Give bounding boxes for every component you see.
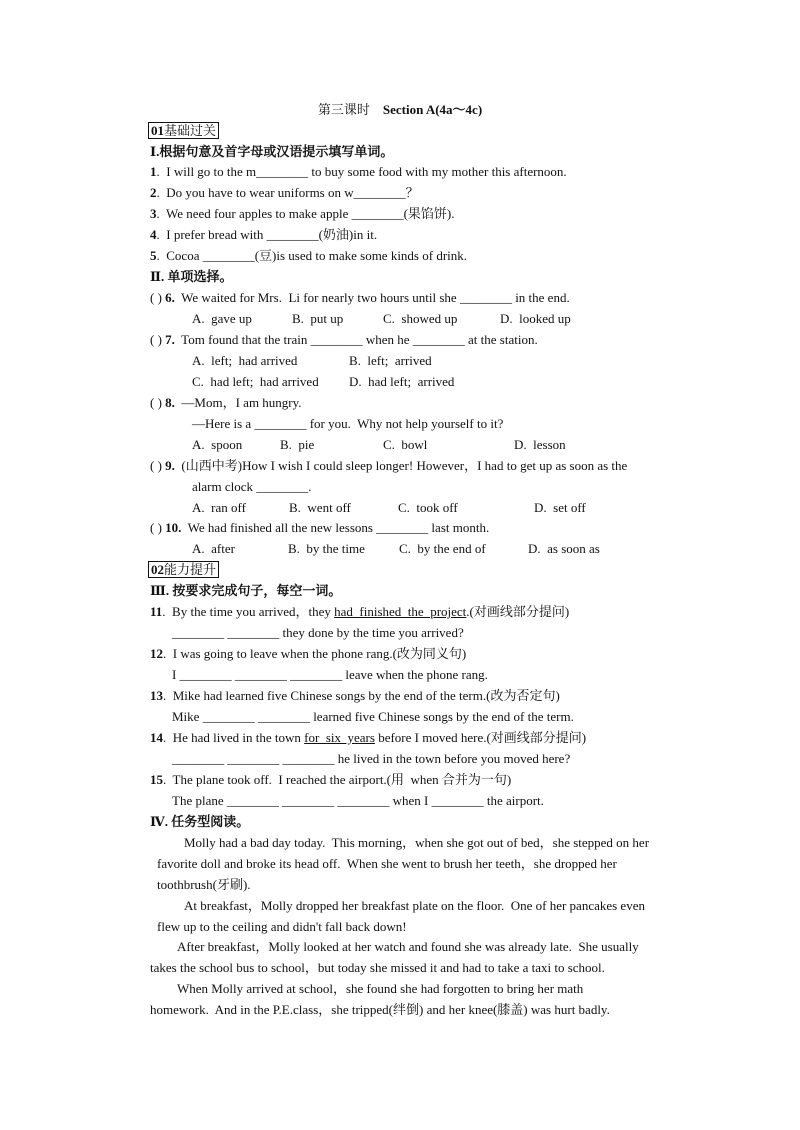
q-text: . The plane took off. I reached the airport.(用 when 合并为一句) — [163, 772, 512, 787]
section-num: 01 — [151, 123, 164, 138]
q-num: 12 — [150, 646, 163, 661]
option-b: B. went off — [289, 500, 351, 515]
option-b: B. left; arrived — [349, 353, 432, 368]
q-text: . I was going to leave when the phone rang.(改为同义句) — [163, 646, 467, 661]
passage-line: favorite doll and broke its head off. When she went to brush her teeth，she dropped her — [157, 856, 617, 871]
passage-line: takes the school bus to school，but today she missed it and had to take a taxi to school. — [150, 960, 605, 975]
underlined-part: had finished the project — [334, 604, 467, 619]
part-3-heading: Ⅲ. 按要求完成句子，每空一词。 — [150, 583, 342, 598]
q-num: 15 — [150, 772, 163, 787]
option-c: C. had left; had arrived — [192, 374, 319, 389]
q-num: 10. — [165, 520, 182, 535]
q-num: 5 — [150, 248, 157, 263]
option-d: D. lesson — [514, 437, 566, 452]
option-b: B. put up — [292, 311, 344, 326]
answer-bracket: ( ) — [150, 520, 166, 535]
section-02-label — [148, 561, 219, 578]
q-num: 1 — [150, 164, 157, 179]
option-b: B. by the time — [288, 541, 365, 556]
question-13 — [150, 687, 560, 704]
passage-line: After breakfast，Molly looked at her watch and found she was already late. She usually — [177, 939, 639, 954]
question-7 — [150, 331, 538, 348]
q-text: We had finished all the new lessons ________ last month. — [181, 520, 490, 535]
question-9 — [150, 457, 627, 474]
answer-bracket: ( ) — [150, 332, 166, 347]
question-3 — [150, 205, 455, 222]
title-cn: 第三课时 — [317, 102, 370, 117]
question-12-answer-line: I ________ ________ ________ leave when the phone rang. — [172, 667, 488, 682]
question-8 — [150, 394, 302, 411]
q-text: We waited for Mrs. Li for nearly two hours until she ________ in the end. — [174, 290, 570, 305]
option-d: D. looked up — [500, 311, 571, 326]
section-num: 02 — [151, 562, 164, 577]
q-text: . By the time you arrived，they — [162, 604, 335, 619]
q-text: Tom found that the train ________ when he ________ at the station. — [174, 332, 538, 347]
passage-line: When Molly arrived at school，she found she had forgotten to bring her math — [177, 981, 584, 996]
question-11 — [150, 603, 569, 620]
question-15-answer-line: The plane ________ ________ ________ when I ________ the airport. — [172, 793, 544, 808]
question-12 — [150, 645, 466, 662]
q-text: (山西中考)How I wish I could sleep longer! However，I had to get up as soon as the — [174, 458, 628, 473]
q-text: —Mom，I am hungry. — [174, 395, 302, 410]
option-a: A. gave up — [192, 311, 252, 326]
q-text: . I will go to the m________ to buy some food with my mother this afternoon. — [156, 164, 567, 179]
question-5 — [150, 247, 467, 264]
passage-line: flew up to the ceiling and didn't fall back down! — [157, 919, 407, 934]
question-14 — [150, 729, 586, 746]
section-text: 基础过关 — [164, 123, 217, 138]
option-c: C. bowl — [383, 437, 428, 452]
section-text: 能力提升 — [164, 562, 217, 577]
part-4-heading: Ⅳ. 任务型阅读。 — [150, 814, 250, 829]
section-01-label — [148, 122, 219, 139]
question-6 — [150, 289, 570, 306]
option-a: A. after — [192, 541, 235, 556]
option-c: C. showed up — [383, 311, 458, 326]
q-num: 11 — [150, 604, 163, 619]
q-text: . We need four apples to make apple ________(果馅饼). — [156, 206, 455, 221]
passage-line: homework. And in the P.E.class，she tripped(绊倒) and her knee(膝盖) was hurt badly. — [150, 1002, 610, 1017]
q-num: 8. — [165, 395, 175, 410]
question-10 — [150, 519, 489, 536]
passage-line: toothbrush(牙刷). — [157, 877, 251, 892]
answer-bracket: ( ) — [150, 395, 166, 410]
q-text: . Mike had learned five Chinese songs by the end of the term.(改为否定句) — [163, 688, 560, 703]
question-15 — [150, 771, 511, 788]
underlined-part: for six years — [304, 730, 375, 745]
option-c: C. took off — [398, 500, 458, 515]
option-d: D. had left; arrived — [349, 374, 455, 389]
option-a: A. spoon — [192, 437, 243, 452]
passage-line: Molly had a bad day today. This morning，when she got out of bed，she stepped on her — [184, 835, 650, 850]
q-text: . Cocoa ________(豆)is used to make some kinds of drink. — [156, 248, 468, 263]
option-d: D. as soon as — [528, 541, 600, 556]
option-a: A. left; had arrived — [192, 353, 298, 368]
question-13-answer-line: Mike ________ ________ learned five Chinese songs by the end of the term. — [172, 709, 574, 724]
page-title — [0, 101, 800, 118]
q-num: 6. — [165, 290, 175, 305]
answer-bracket: ( ) — [150, 458, 166, 473]
option-c: C. by the end of — [399, 541, 486, 556]
option-a: A. ran off — [192, 500, 246, 515]
title-en: Section A(4a～4c) — [382, 102, 483, 117]
part-2-heading: Ⅱ. 单项选择。 — [150, 269, 233, 284]
q-text: . Do you have to wear uniforms on w________？ — [156, 185, 419, 200]
question-1 — [150, 163, 567, 180]
q-num: 14 — [150, 730, 163, 745]
q-num: 9. — [165, 458, 175, 473]
q-num: 4 — [150, 227, 157, 242]
answer-bracket: ( ) — [150, 290, 166, 305]
question-11-answer-line: ________ ________ they done by the time you arrived? — [172, 625, 464, 640]
q-num: 7. — [165, 332, 175, 347]
q-text: . I prefer bread with ________(奶油)in it. — [156, 227, 378, 242]
question-4 — [150, 226, 377, 243]
part-1-heading: Ⅰ.根据句意及首字母或汉语提示填写单词。 — [150, 144, 394, 159]
q-instruction: .(对画线部分提问) — [466, 604, 570, 619]
question-9-line2: alarm clock ________. — [192, 479, 312, 494]
q-num: 3 — [150, 206, 157, 221]
question-8-line2: —Here is a ________ for you. Why not help yourself to it? — [192, 416, 504, 431]
q-num: 2 — [150, 185, 157, 200]
passage-line: At breakfast，Molly dropped her breakfast plate on the floor. One of her pancakes even — [184, 898, 645, 913]
option-b: B. pie — [280, 437, 315, 452]
q-text: . He had lived in the town — [163, 730, 305, 745]
question-2 — [150, 184, 419, 201]
question-14-answer-line: ________ ________ ________ he lived in the town before you moved here? — [172, 751, 571, 766]
option-d: D. set off — [534, 500, 586, 515]
q-instruction: before I moved here.(对画线部分提问) — [374, 730, 587, 745]
q-num: 13 — [150, 688, 163, 703]
